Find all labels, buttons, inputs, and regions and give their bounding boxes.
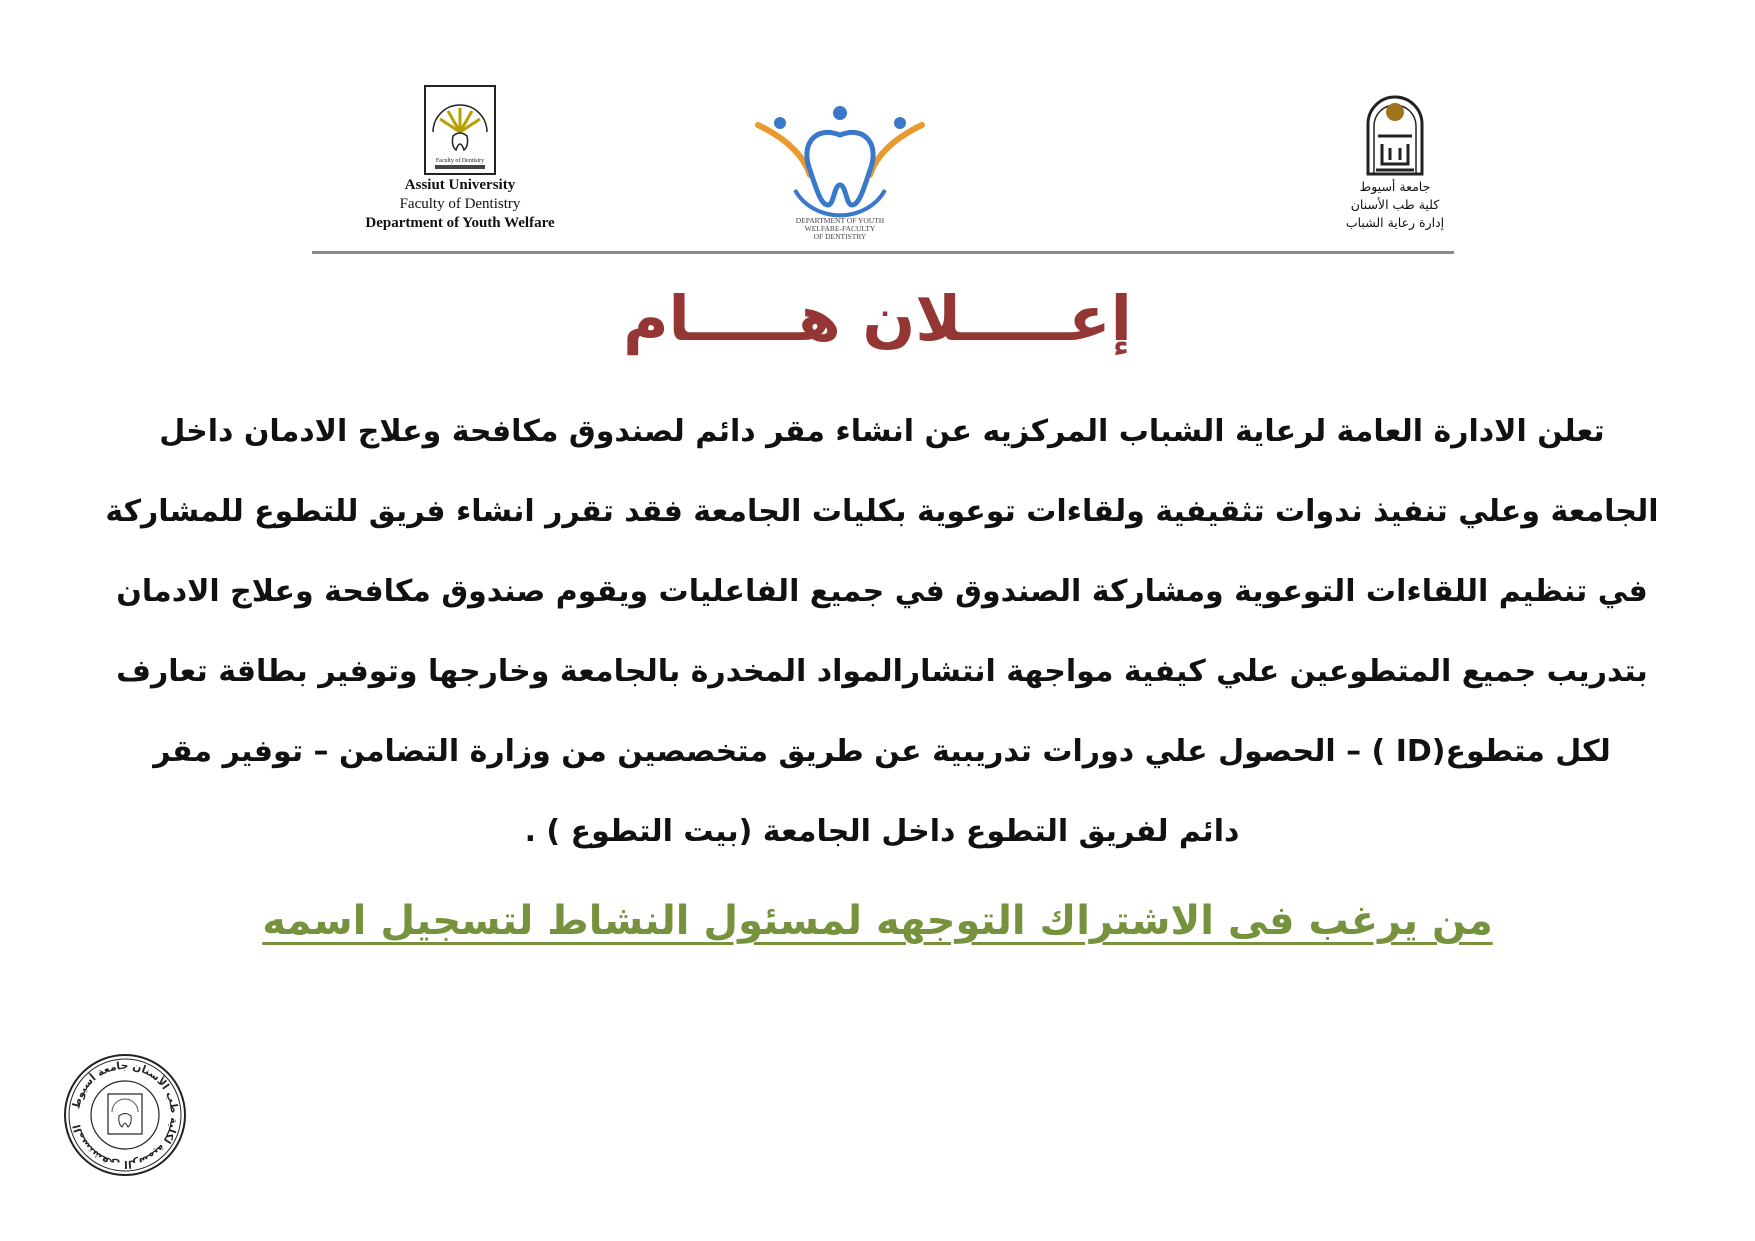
faculty-logo bbox=[423, 84, 497, 176]
call-to-action bbox=[0, 898, 1755, 944]
body-line: لكل متطوع(ID ) – الحصول علي دورات تدريبية عن طريق متخصصين من وزارة التضامن – توفير مقر bbox=[153, 734, 1611, 769]
call-to-action-text: من يرغب فى الاشتراك التوجهه لمسئول النشاط لتسجيل اسمه bbox=[262, 898, 1493, 944]
faculty-name-en: Faculty of Dentistry bbox=[399, 196, 521, 212]
body-line: في تنظيم اللقاءات التوعوية ومشاركة الصندوق في جميع الفاعليات ويقوم صندوق مكافحة وعلاج الادمان bbox=[116, 574, 1648, 609]
svg-text:WELFARE-FACULTY: WELFARE-FACULTY bbox=[804, 224, 876, 233]
youth-welfare-logo bbox=[740, 95, 940, 240]
announcement-title: إعـــــلان هـــــام bbox=[623, 282, 1132, 355]
svg-text:DEPARTMENT OF YOUTH: DEPARTMENT OF YOUTH bbox=[795, 216, 885, 225]
body-line: تعلن الادارة العامة لرعاية الشباب المركزيه عن انشاء مقر دائم لصندوق مكافحة وعلاج الادمان داخل bbox=[159, 414, 1605, 449]
department-name-en: Department of Youth Welfare bbox=[365, 215, 555, 231]
header-divider bbox=[312, 251, 1454, 254]
university-name-ar: جامعة أسيوط bbox=[1359, 179, 1431, 194]
svg-text:Faculty of Dentistry: Faculty of Dentistry bbox=[435, 158, 485, 164]
department-name-ar: إدارة رعاية الشباب bbox=[1345, 215, 1445, 230]
university-logo bbox=[1360, 86, 1430, 178]
university-name-en: Assiut University bbox=[404, 177, 516, 193]
body-line: دائم لفريق التطوع داخل الجامعة (بيت التطوع ) . bbox=[524, 814, 1240, 849]
svg-text:OF DENTISTRY: OF DENTISTRY bbox=[813, 232, 867, 240]
header-arabic-block bbox=[1320, 86, 1470, 232]
svg-text:المستشفى الرسمية لكلية طب الأس: المستشفى الرسمية لكلية طب الأسنان جامعة أسيوط bbox=[70, 1059, 181, 1171]
faculty-name-ar: كلية طب الأسنان bbox=[1350, 197, 1440, 212]
body-line: الجامعة وعلي تنفيذ ندوات تثقيفية ولقاءات توعوية بكليات الجامعة فقد تقرر انشاء فريق للتطوع للمشاركة bbox=[105, 494, 1659, 529]
announcement-body bbox=[92, 392, 1672, 872]
body-line: بتدريب جميع المتطوعين علي كيفية مواجهة انتشارالمواد المخدرة بالجامعة وخارجها وتوفير بطاقة تعارف bbox=[116, 654, 1648, 689]
official-stamp bbox=[60, 1050, 190, 1180]
header-english-block bbox=[340, 84, 580, 233]
